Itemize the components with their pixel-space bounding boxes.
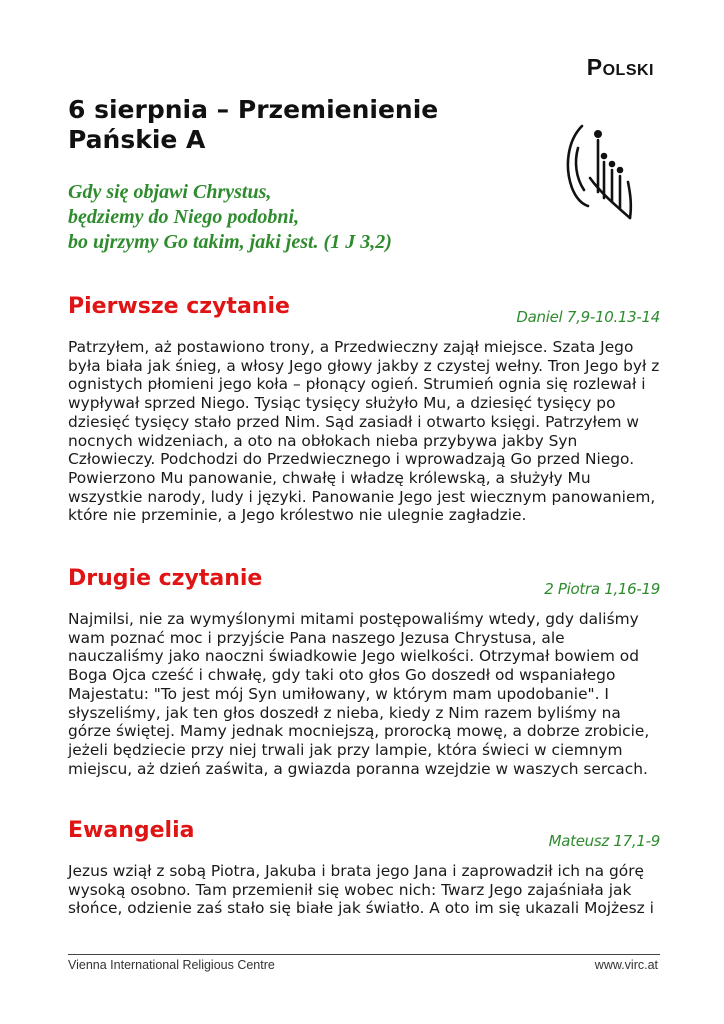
section-title: Ewangelia xyxy=(68,818,195,843)
scripture-quote xyxy=(68,180,538,255)
section-header xyxy=(68,294,660,328)
footer-organization: Vienna International Religious Centre xyxy=(68,958,275,972)
section-header xyxy=(68,566,660,600)
section-reference: 2 Piotra 1,16-19 xyxy=(544,580,660,598)
section-reference: Mateusz 17,1-9 xyxy=(548,832,660,850)
section-text: Najmilsi, nie za wymyślonymi mitami postępowaliśmy wtedy, gdy daliśmy wam poznać moc i przyjście Pana naszego Jezusa Chrystusa, ale nauczaliśmy jako naoczni świadkowie Jego wielkości. Otrzymał bowiem od Boga Ojca cześć i chwałę, gdy taki oto głos Go doszedł od wspaniałego Majestatu: "To jest mój Syn umiłowany, w którym mam upodobanie". I słyszeliśmy, jak ten głos doszedł z nieba, kiedy z Nim razem byliśmy na górze świętej. Mamy jednak mocniejszą, prorocką mowę, a dobrze zrobicie, jeżeli będziecie przy niej trwali jak przy lampie, która świeci w ciemnym miejscu, aż dzień zaświta, a gwiazda poranna wzejdzie w waszych sercach. xyxy=(68,610,650,778)
section-second-reading xyxy=(68,566,660,778)
section-title: Pierwsze czytanie xyxy=(68,294,290,319)
figures-logo xyxy=(560,118,650,228)
section-gospel xyxy=(68,818,660,918)
section-reference: Daniel 7,9-10.13-14 xyxy=(516,308,660,326)
section-text: Jezus wziął z sobą Piotra, Jakuba i brata jego Jana i zaprowadził ich na górę wysoką osobno. Tam przemienił się wobec nich: Twarz Jego zajaśniała jak słońce, odzienie zaś stało się białe jak światło. A oto im się ukazali Mojżesz i xyxy=(68,862,654,918)
quote-line: będziemy do Niego podobni, xyxy=(68,206,300,228)
footer-website-link[interactable]: www.virc.at xyxy=(594,958,658,972)
section-header xyxy=(68,818,660,852)
section-first-reading xyxy=(68,294,660,525)
quote-line: Gdy się objawi Chrystus, xyxy=(68,181,272,203)
quote-line: bo ujrzymy Go takim, jaki jest. (1 J 3,2) xyxy=(68,231,392,253)
section-text: Patrzyłem, aż postawiono trony, a Przedwieczny zajął miejsce. Szata Jego była biała jak śnieg, a włosy Jego głowy jakby z czystej wełny. Tron Jego był z ognistych płomieni jego koła – płonący ogień. Strumień ognia się rozlewał i wypływał sprzed Niego. Tysiąc tysięcy służyło Mu, a dziesięć tysięcy po dziesięć tysięcy stało przed Nim. Sąd zasiadł i otwarto księgi. Patrzyłem w nocnych widzeniach, a oto na obłokach nieba przybywa jakby Syn Człowieczy. Podchodzi do Przedwiecznego i wprowadzają Go przed Niego. Powierzono Mu panowanie, chwałę i władzę królewską, a służyły Mu wszystkie narody, ludy i języki. Panowanie Jego jest wiecznym panowaniem, które nie przeminie, a Jego królestwo nie ulegnie zagładzie. xyxy=(68,338,660,525)
page-title: 6 sierpnia – Przemienienie Pańskie A xyxy=(68,95,439,154)
section-title: Drugie czytanie xyxy=(68,566,263,591)
language-label: Polski xyxy=(586,54,654,80)
footer-divider xyxy=(68,954,660,955)
